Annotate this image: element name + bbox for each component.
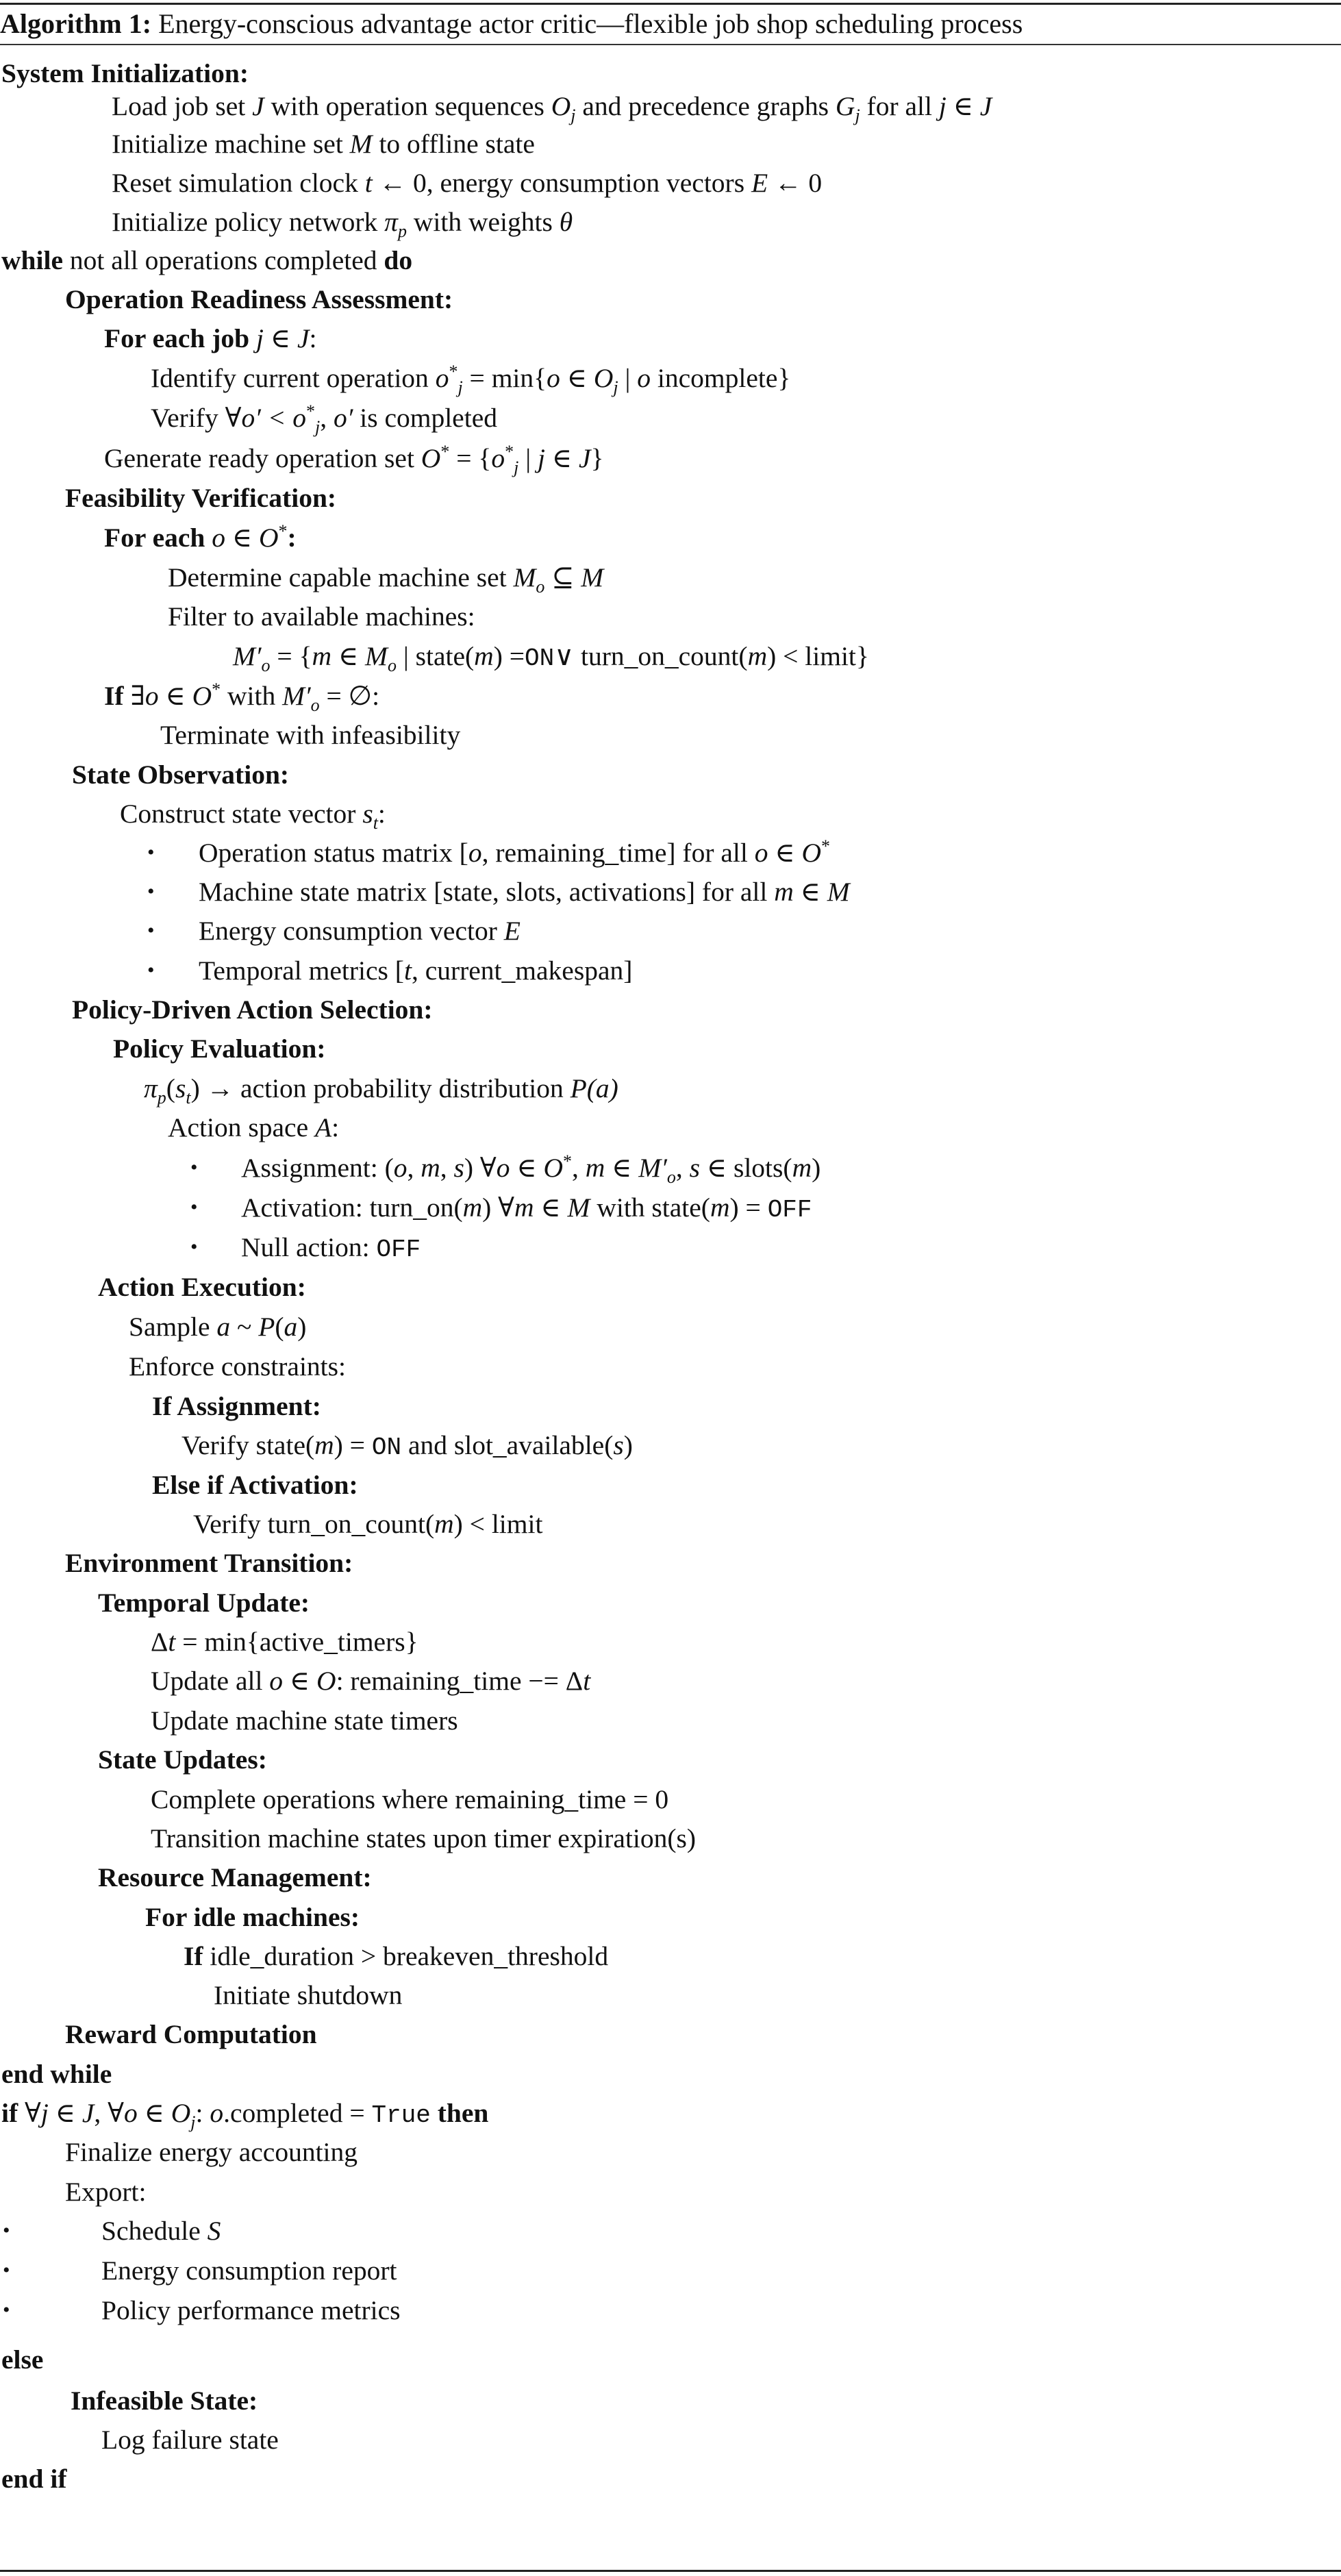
state-updates-heading: State Updates: [98, 1745, 267, 1775]
state-updates-complete: Complete operations where remaining_time = 0 [151, 1784, 669, 1814]
state-bullet-3: Energy consumption vector E [199, 916, 521, 946]
state-updates-transition: Transition machine states upon timer expiration(s) [151, 1823, 697, 1853]
bullet-dot: • [3, 2299, 10, 2321]
execution-enforce: Enforce constraints: [129, 1351, 346, 1381]
bullet-dot: • [147, 841, 155, 864]
idle-if: If idle_duration > breakeven_threshold [184, 1941, 609, 1971]
temporal-heading: Temporal Update: [98, 1588, 310, 1618]
readiness-line-3: Generate ready operation set $O^* = \{o^*_j$ | j ∈ J} [104, 441, 604, 477]
temporal-update-all: Update all o ∈ O: remaining_time −= Δt [151, 1666, 591, 1696]
policy-heading: Policy-Driven Action Selection: [72, 995, 433, 1025]
execution-heading: Action Execution: [98, 1272, 306, 1302]
init-line-1: Load job set J with operation sequences $O_j$ and precedence graphs $G_j$ for all j ∈ J [112, 91, 992, 125]
export-bullet-policy: Policy performance metrics [101, 2295, 401, 2325]
state-bullet-4: Temporal metrics [t, current_makespan] [199, 955, 633, 986]
init-heading: System Initialization: [1, 58, 249, 88]
infeasible-heading: Infeasible State: [71, 2386, 258, 2416]
policy-bullet-assignment: Assignment: (o, m, s) ∀o ∈ O*, m ∈ $M'_o$, s ∈ slots(m) [241, 1151, 821, 1187]
readiness-line-2: Verify ∀o′ < $o^*_j$, o′ is completed [151, 401, 497, 437]
bullet-dot: • [190, 1196, 198, 1218]
final-finalize: Finalize energy accounting [65, 2137, 358, 2167]
idle-heading: For idle machines: [145, 1902, 360, 1932]
state-heading: State Observation: [72, 760, 290, 790]
bullet-dot: • [3, 2219, 10, 2242]
temporal-dt: Δt = min{active_timers} [151, 1627, 418, 1657]
feasibility-terminate: Terminate with infeasibility [160, 720, 461, 750]
policy-bullet-activation: Activation: turn_on(m) ∀m ∈ M with state(m) = OFF [241, 1192, 812, 1224]
temporal-update-timers: Update machine state timers [151, 1705, 458, 1736]
export-bullet-schedule: Schedule S [101, 2216, 221, 2246]
bullet-dot: • [147, 959, 155, 981]
else-keyword: else [1, 2344, 44, 2375]
bullet-dot: • [147, 880, 155, 903]
execution-else-if: Else if Activation: [152, 1470, 358, 1500]
log-failure: Log failure state [101, 2425, 279, 2455]
execution-verify-2: Verify turn_on_count(m) < limit [193, 1509, 543, 1539]
policy-action-space: Action space A: [168, 1112, 340, 1142]
init-line-4: Initialize policy network $\pi_p$ with weights θ [112, 207, 573, 241]
init-line-3: Reset simulation clock t ← 0, energy consumption vectors E ← 0 [112, 168, 823, 198]
bullet-dot: • [3, 2259, 10, 2281]
algorithm-caption [0, 4, 1023, 42]
state-bullet-2: Machine state matrix [state, slots, activations] for all m ∈ M [199, 877, 850, 907]
bottom-rule [0, 2570, 1341, 2572]
transition-heading: Environment Transition: [65, 1548, 353, 1578]
resource-heading: Resource Management: [98, 1862, 372, 1892]
feasibility-line-1: Determine capable machine set $M_o$ ⊆ M [168, 562, 604, 597]
readiness-for: For each job j ∈ J: [104, 323, 317, 353]
export-bullet-energy: Energy consumption report [101, 2255, 397, 2286]
feasibility-heading: Feasibility Verification: [65, 483, 337, 513]
state-construct: Construct state vector $s_t$: [120, 799, 386, 833]
final-if: if ∀j ∈ J, ∀o ∈ $O_j$: o.completed = True then [1, 2098, 489, 2132]
init-line-2: Initialize machine set M to offline state [112, 129, 535, 159]
policy-bullet-null: Null action: OFF [241, 1232, 421, 1264]
end-if: end if [1, 2464, 67, 2494]
feasibility-line-3: $M'_o = \{m$ ∈ $M_o$ | state(m) =ON∨ turn_on_count(m) < limit} [233, 641, 869, 675]
bullet-dot: • [190, 1156, 198, 1179]
readiness-heading: Operation Readiness Assessment: [65, 284, 453, 314]
final-export: Export: [65, 2177, 147, 2207]
caption-rule [0, 44, 1341, 45]
policy-eval-heading: Policy Evaluation: [113, 1034, 326, 1064]
bullet-dot: • [147, 919, 155, 942]
feasibility-line-2: Filter to available machines: [168, 601, 475, 632]
feasibility-if: If ∃o ∈ O* with $M'_o$ = ∅: [104, 679, 380, 715]
readiness-line-1: Identify current operation $o^*_j = \min\{o$ ∈ $O_j$ | o incomplete} [151, 361, 791, 397]
while-line: while not all operations completed do [1, 245, 413, 275]
bullet-dot: • [190, 1236, 198, 1258]
policy-eval-line: $\pi_p(s_t)$ → action probability distribution P(a) [144, 1073, 618, 1108]
end-while: end while [1, 2059, 112, 2089]
idle-shutdown: Initiate shutdown [214, 1980, 403, 2010]
reward-heading: Reward Computation [65, 2019, 317, 2049]
execution-sample: Sample a ~ P(a) [129, 1312, 307, 1342]
execution-if-assignment: If Assignment: [152, 1391, 321, 1421]
execution-verify-1: Verify state(m) = ON and slot_available(s) [181, 1430, 633, 1462]
state-bullet-1: Operation status matrix [o, remaining_time] for all o ∈ O* [199, 836, 830, 868]
algorithm-title: Energy-conscious advantage actor critic—flexible job shop scheduling process [158, 8, 1023, 39]
algorithm-label: Algorithm 1: [0, 8, 152, 39]
feasibility-for: For each o ∈ O*: [104, 521, 297, 553]
